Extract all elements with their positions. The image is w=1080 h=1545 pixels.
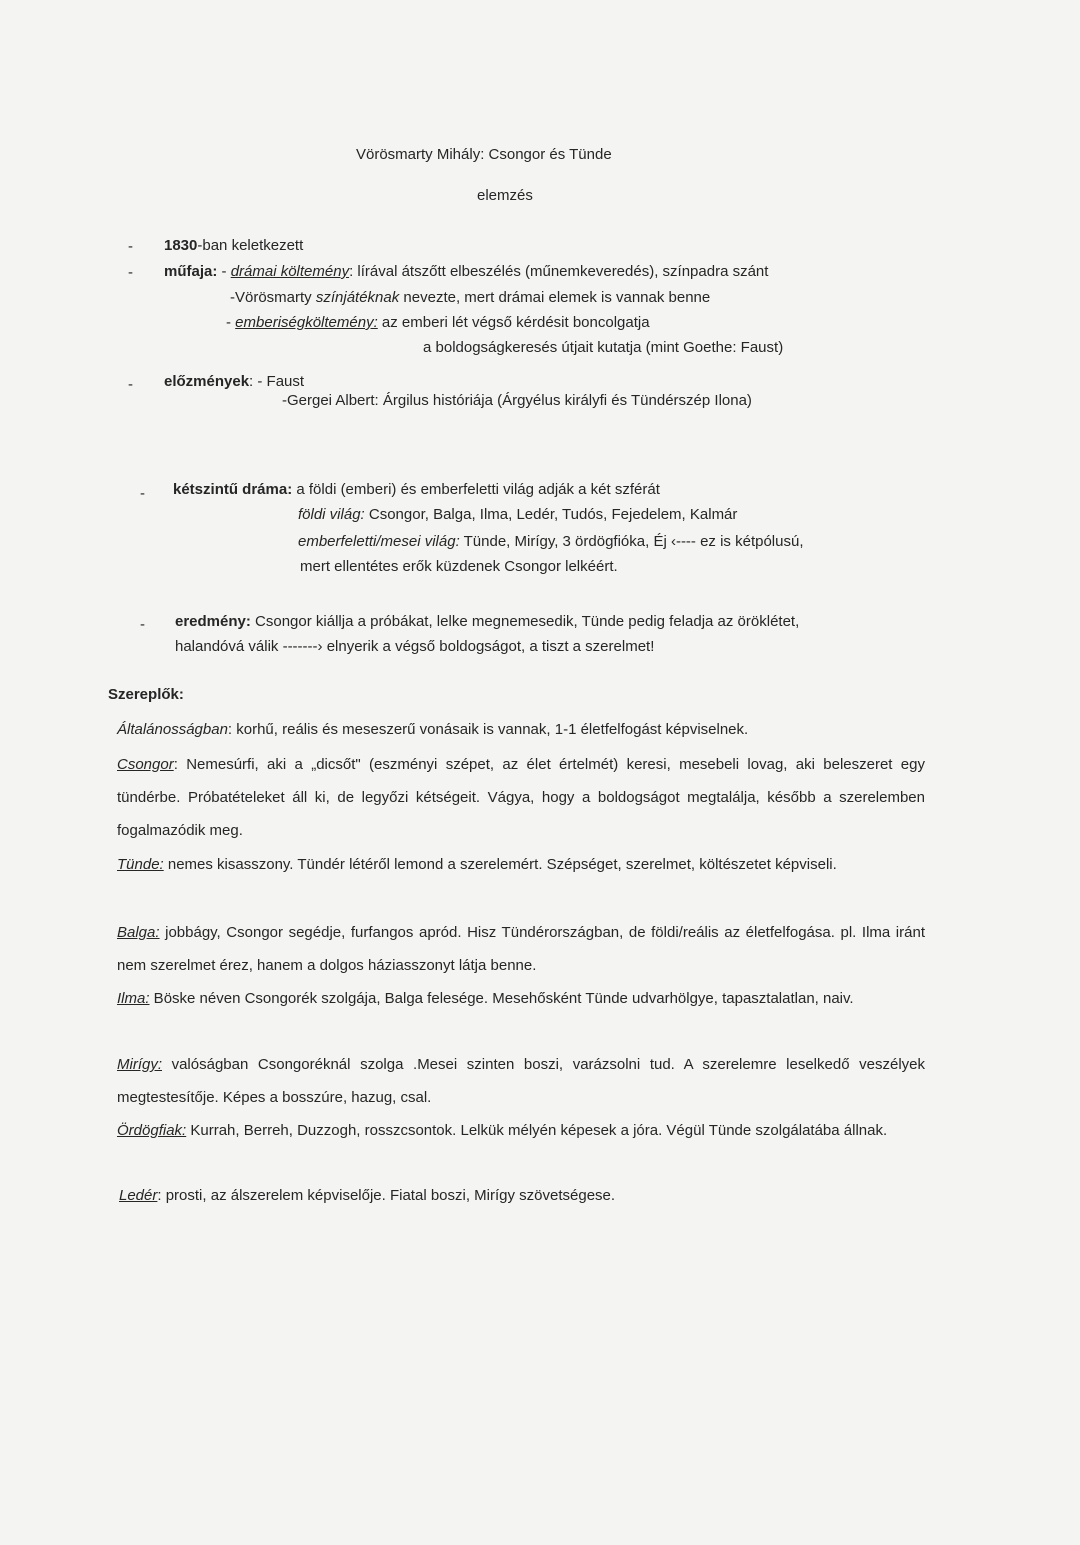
- leder-name: Ledér: [119, 1187, 158, 1204]
- bullet-two-level: [173, 480, 660, 500]
- genre-prefix: -: [217, 263, 231, 280]
- two-level-line-4: mert ellentétes erők küzdenek Csongor lelkéért.: [300, 558, 618, 575]
- bullet-result: [175, 612, 799, 632]
- genre-line-2: [230, 288, 710, 308]
- balga-name: Balga:: [117, 924, 160, 941]
- bullet-dash: -: [128, 238, 133, 255]
- mirigy-text: valóságban Csongoréknál szolga .Mesei szinten boszi, varázsolni tud. A szerelemre leselkedő veszélyek megtestesítője. Képes a bosszúre, hazug, csal.: [117, 1056, 925, 1106]
- genre-line2-a: -Vörösmarty: [230, 289, 316, 306]
- result-line-2: halandóvá válik -------› elnyerik a végső boldogságot, a tiszt a szerelmet!: [175, 638, 655, 655]
- bullet-precedents: [164, 372, 304, 392]
- bullet-dash: -: [128, 376, 133, 393]
- genre-line-3: [226, 313, 650, 333]
- ordogfiak-name: Ördögfiak:: [117, 1122, 187, 1139]
- genre-line3-prefix: -: [226, 314, 236, 331]
- genre-line2-b: nevezte, mert drámai elemek is vannak benne: [399, 289, 711, 306]
- ilma-name: Ilma:: [117, 990, 150, 1007]
- genre-rest-3: az emberi lét végső kérdésit boncolgatja: [377, 314, 650, 331]
- genre-term-dramai: drámai költemény: [230, 263, 350, 280]
- earth-label: földi világ:: [298, 506, 365, 523]
- bullet-year: [164, 236, 303, 256]
- two-level-super: [298, 532, 803, 552]
- two-level-label: kétszintű dráma:: [173, 481, 293, 498]
- ordogfiak-text: Kurrah, Berreh, Duzzogh, rosszcsontok. Lelkük mélyén képesek a jóra. Végül Tünde szolgálatába állnak.: [186, 1122, 888, 1139]
- character-leder: [119, 1186, 615, 1206]
- year-rest: -ban keletkezett: [197, 237, 304, 254]
- bullet-dash: -: [140, 485, 145, 502]
- bullet-dash: -: [140, 616, 145, 633]
- balga-text: jobbágy, Csongor segédje, furfangos apród. Hisz Tündérországban, de földi/reális az életfelfogása. pl. Ilma iránt nem szerelmet érez, hanem a dolgos háziasszonyt látja benne.: [117, 924, 925, 974]
- tunde-name: Tünde:: [117, 856, 164, 873]
- csongor-name: Csongor: [117, 756, 174, 773]
- genre-term-emberiseg: emberiségköltemény:: [235, 314, 378, 331]
- super-label: emberfeletti/mesei világ:: [298, 533, 460, 550]
- genre-label: műfaja:: [164, 263, 218, 280]
- character-general: [117, 720, 748, 740]
- leder-text: : prosti, az álszerelem képviselője. Fiatal boszi, Mirígy szövetségese.: [157, 1187, 616, 1204]
- document-subtitle: elemzés: [477, 187, 533, 204]
- result-label: eredmény:: [175, 613, 251, 630]
- csongor-text: : Nemesúrfi, aki a „dicsőt" (eszményi szépet, az élet értelmét) keresi, mesebeli lovag, aki beleszeret egy tündérbe. Próbatételeket áll ki, de legyőzi kétségeit. Vágya, hogy a boldogságot megtalálja, később a szerelemben fogalmazódik meg.: [117, 756, 925, 839]
- precedents-rest: : - Faust: [249, 373, 305, 390]
- character-mirigy: [117, 1048, 925, 1114]
- mirigy-name: Mirígy:: [117, 1056, 162, 1073]
- earth-rest: Csongor, Balga, Ilma, Ledér, Tudós, Fejedelem, Kalmár: [364, 506, 738, 523]
- genre-line2-term: színjátéknak: [315, 289, 400, 306]
- general-text: : korhű, reális és meseszerű vonásaik is vannak, 1-1 életfelfogást képviselnek.: [227, 721, 749, 738]
- character-ilma: [117, 982, 925, 1015]
- character-csongor: [117, 748, 925, 847]
- two-level-earth: [298, 505, 737, 525]
- result-rest: Csongor kiállja a próbákat, lelke megnemesedik, Tünde pedig feladja az öröklétet,: [250, 613, 800, 630]
- character-ordogfiak: [117, 1114, 925, 1147]
- general-name: Általánosságban: [117, 721, 228, 738]
- precedents-label: előzmények: [164, 373, 250, 390]
- precedents-line-2: -Gergei Albert: Árgilus históriája (Árgyélus királyfi és Tündérszép Ilona): [282, 392, 752, 409]
- document-title: Vörösmarty Mihály: Csongor és Tünde: [356, 146, 612, 163]
- year-bold: 1830: [164, 237, 198, 254]
- bullet-genre: [164, 262, 768, 282]
- bullet-dash: -: [128, 264, 133, 281]
- characters-heading: Szereplők:: [108, 686, 184, 703]
- character-tunde: [117, 848, 925, 881]
- genre-rest-1: : lírával átszőtt elbeszélés (műnemkeveredés), színpadra szánt: [349, 263, 769, 280]
- tunde-text: nemes kisasszony. Tündér létéről lemond a szerelemért. Szépséget, szerelmet, költészetet képviseli.: [163, 856, 837, 873]
- character-balga: [117, 916, 925, 982]
- super-rest: Tünde, Mirígy, 3 ördögfióka, Éj ‹---- ez is kétpólusú,: [459, 533, 804, 550]
- ilma-text: Böske néven Csongorék szolgája, Balga felesége. Mesehősként Tünde udvarhölgye, tapasztalatlan, naiv.: [149, 990, 854, 1007]
- genre-line-4: a boldogságkeresés útjait kutatja (mint Goethe: Faust): [423, 339, 784, 356]
- two-level-rest: a földi (emberi) és emberfeletti világ adják a két szférát: [292, 481, 660, 498]
